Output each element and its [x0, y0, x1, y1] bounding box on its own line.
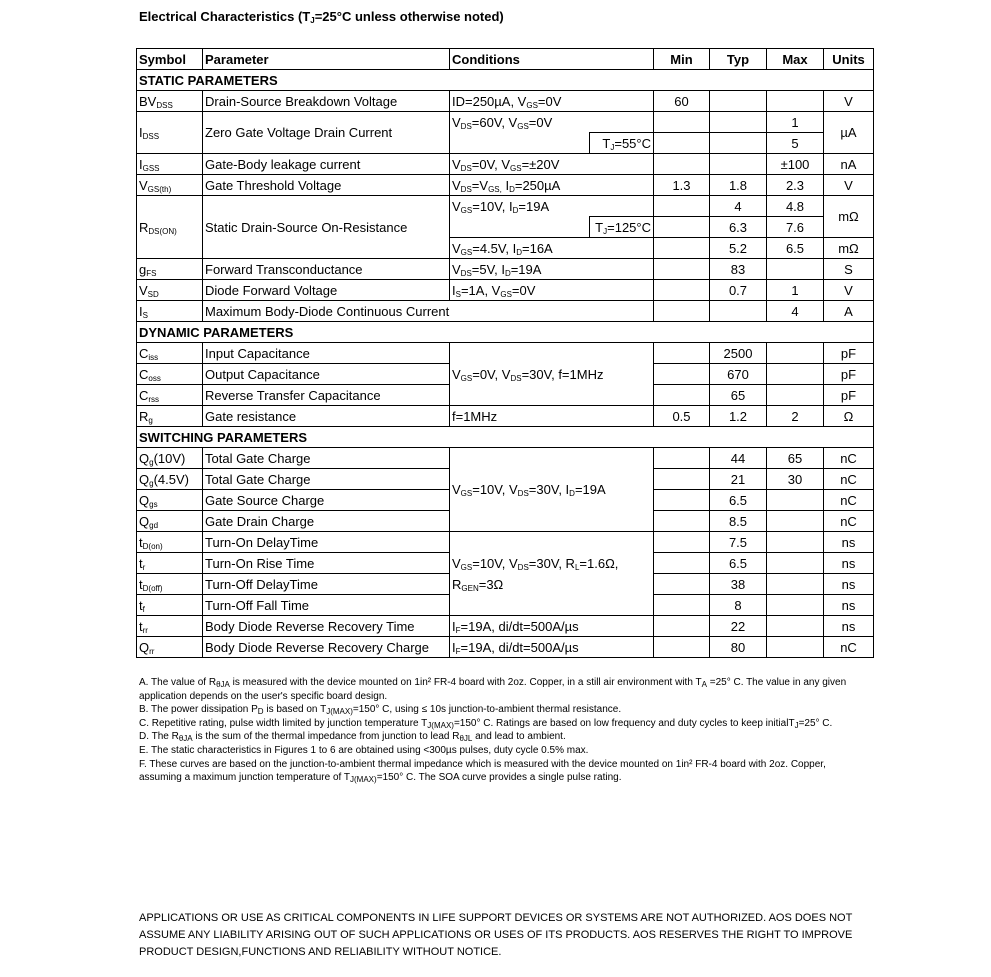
units-cell: nC	[824, 511, 874, 532]
max-cell: 4.8	[767, 196, 824, 217]
table-row	[137, 112, 874, 133]
units-cell: pF	[824, 343, 874, 364]
symbol-cell: $R_g$	[137, 406, 203, 427]
table-row	[137, 532, 874, 553]
typ-cell: 65	[710, 385, 767, 406]
parameter-cell: Drain-Source Breakdown Voltage	[203, 91, 450, 112]
min-cell	[654, 133, 710, 154]
symbol-cell: $t_r$	[137, 553, 203, 574]
tj-condition-cell: $T_J=55^\circ C$	[590, 133, 654, 154]
min-cell	[654, 385, 710, 406]
typ-cell: 80	[710, 637, 767, 658]
typ-cell: 8.5	[710, 511, 767, 532]
disclaimer	[139, 910, 879, 961]
note-f: F. These curves are based on the junction-to-ambient thermal impedance which is measured with the device mounted on 1in² FR-4 board with 2oz. Copper, assuming a maximum junction temperature of $T_{J(MAX)}=150^\circ$ C. The SOA curve provides a single pulse rating.	[139, 758, 826, 785]
max-cell	[767, 343, 824, 364]
table-row	[137, 196, 874, 217]
symbol-cell: $C_{oss}$	[137, 364, 203, 385]
symbol-cell: $BV_{DSS}$	[137, 91, 203, 112]
disclaimer-line: APPLICATIONS OR USE AS CRITICAL COMPONENTS IN LIFE SUPPORT DEVICES OR SYSTEMS ARE NOT AUTHORIZED. AOS DOES NOT	[139, 912, 853, 924]
typ-cell: 4	[710, 196, 767, 217]
max-cell	[767, 91, 824, 112]
typ-cell: 6.3	[710, 217, 767, 238]
header-typ: Typ	[710, 49, 767, 70]
table-row	[137, 448, 874, 469]
header-parameter: Parameter	[203, 49, 450, 70]
parameter-cell: Gate resistance	[203, 406, 450, 427]
typ-cell: 6.5	[710, 490, 767, 511]
typ-cell: 7.5	[710, 532, 767, 553]
header-min: Min	[654, 49, 710, 70]
symbol-cell: $t_{D(off)}$	[137, 574, 203, 595]
max-cell: 5	[767, 133, 824, 154]
table-row	[137, 280, 874, 301]
parameter-cell: Gate Source Charge	[203, 490, 450, 511]
table-row	[137, 637, 874, 658]
max-cell: 65	[767, 448, 824, 469]
units-cell: S	[824, 259, 874, 280]
typ-cell: 670	[710, 364, 767, 385]
parameter-cell: Input Capacitance	[203, 343, 450, 364]
symbol-cell: $t_{rr}$	[137, 616, 203, 637]
symbol-cell: $I_{GSS}$	[137, 154, 203, 175]
max-cell	[767, 574, 824, 595]
table-row	[137, 616, 874, 637]
symbol-cell: $I_{DSS}$	[137, 112, 203, 154]
parameter-cell: Forward Transconductance	[203, 259, 450, 280]
parameter-cell: Static Drain-Source On-Resistance	[203, 196, 450, 259]
symbol-cell: $Q_g(10V)$	[137, 448, 203, 469]
typ-cell	[710, 301, 767, 322]
max-cell	[767, 259, 824, 280]
min-cell	[654, 196, 710, 217]
note-b: B. The power dissipation $P_D$ is based on $T_{J(MAX)}=150^\circ$ C, using ≤ 10s junction-to-ambient thermal resistance.	[139, 704, 622, 717]
table-row	[137, 406, 874, 427]
max-cell: 7.6	[767, 217, 824, 238]
parameter-cell: Turn-On Rise Time	[203, 553, 450, 574]
max-cell: 1	[767, 112, 824, 133]
header-max: Max	[767, 49, 824, 70]
max-cell	[767, 532, 824, 553]
typ-cell: 1.8	[710, 175, 767, 196]
max-cell	[767, 616, 824, 637]
conditions-cell: $V_{GS}=10V$, $I_D=19A$	[450, 196, 654, 217]
note-c: C. Repetitive rating, pulse width limited by junction temperature $T_{J(MAX)}=150^\circ$ C. Ratings are based on low frequency and duty cycles to keep initialT$_J$=25° C.	[139, 717, 833, 730]
parameter-cell: Gate Drain Charge	[203, 511, 450, 532]
symbol-cell: $R_{DS(ON)}$	[137, 196, 203, 259]
conditions-cell: $V_{DS}=5V$, $I_D=19A$	[450, 259, 654, 280]
parameter-cell: Gate-Body leakage current	[203, 154, 450, 175]
units-cell: V	[824, 175, 874, 196]
parameter-cell: Turn-Off DelayTime	[203, 574, 450, 595]
min-cell	[654, 616, 710, 637]
note-e: E. The static characteristics in Figures 1 to 6 are obtained using <300µs pulses, duty cycle 0.5% max.	[139, 744, 589, 756]
typ-cell: 2500	[710, 343, 767, 364]
min-cell: 60	[654, 91, 710, 112]
min-cell	[654, 280, 710, 301]
max-cell: 30	[767, 469, 824, 490]
min-cell	[654, 301, 710, 322]
tj-condition-cell: $T_J=125^\circ C$	[590, 217, 654, 238]
min-cell	[654, 364, 710, 385]
max-cell: 1	[767, 280, 824, 301]
conditions-cell: $V_{GS}=10V$, $V_{DS}=30V$, $I_D=19A$	[450, 448, 654, 532]
typ-cell	[710, 91, 767, 112]
min-cell	[654, 112, 710, 133]
units-cell: ns	[824, 574, 874, 595]
header-row	[137, 49, 874, 70]
units-cell: A	[824, 301, 874, 322]
parameter-cell: Maximum Body-Diode Continuous Current	[203, 301, 654, 322]
section-switching: SWITCHING PARAMETERS	[137, 427, 874, 448]
symbol-cell: $C_{iss}$	[137, 343, 203, 364]
header-units: Units	[824, 49, 874, 70]
conditions-cell: f=1MHz	[450, 406, 654, 427]
units-cell: pF	[824, 364, 874, 385]
min-cell	[654, 574, 710, 595]
min-cell	[654, 553, 710, 574]
max-cell: 2	[767, 406, 824, 427]
parameter-cell: Zero Gate Voltage Drain Current	[203, 112, 450, 154]
symbol-cell: $V_{SD}$	[137, 280, 203, 301]
max-cell: ±100	[767, 154, 824, 175]
table-row	[137, 154, 874, 175]
typ-cell: 6.5	[710, 553, 767, 574]
table-row	[137, 301, 874, 322]
min-cell	[654, 511, 710, 532]
symbol-cell: $t_{D(on)}$	[137, 532, 203, 553]
parameter-cell: Body Diode Reverse Recovery Charge	[203, 637, 450, 658]
max-cell: 4	[767, 301, 824, 322]
units-cell: ns	[824, 553, 874, 574]
min-cell	[654, 595, 710, 616]
parameter-cell: Turn-Off Fall Time	[203, 595, 450, 616]
units-cell: ns	[824, 616, 874, 637]
typ-cell: 44	[710, 448, 767, 469]
typ-cell: 5.2	[710, 238, 767, 259]
max-cell	[767, 595, 824, 616]
units-cell: nC	[824, 448, 874, 469]
min-cell	[654, 238, 710, 259]
min-cell	[654, 448, 710, 469]
typ-cell: 38	[710, 574, 767, 595]
typ-cell	[710, 154, 767, 175]
parameter-cell: Total Gate Charge	[203, 448, 450, 469]
typ-cell: 83	[710, 259, 767, 280]
min-cell	[654, 154, 710, 175]
symbol-cell: $t_f$	[137, 595, 203, 616]
note-d: D. The $R_{\theta JA}$ is the sum of the thermal impedance from junction to lead $R_{\theta JL}$ and lead to ambient.	[139, 731, 566, 744]
symbol-cell: $Q_{rr}$	[137, 637, 203, 658]
table-row	[137, 175, 874, 196]
note-a: A. The value of $R_{\theta JA}$ is measured with the device mounted on 1in² FR-4 board with 2oz. Copper, in a still air environment with $T_A =25^\circ$ C. The value in any given application depends on the user's specific board design.	[139, 677, 847, 702]
typ-cell: 22	[710, 616, 767, 637]
max-cell: 6.5	[767, 238, 824, 259]
symbol-cell: $C_{rss}$	[137, 385, 203, 406]
max-cell: 2.3	[767, 175, 824, 196]
parameter-cell: Body Diode Reverse Recovery Time	[203, 616, 450, 637]
min-cell	[654, 217, 710, 238]
section-dynamic: DYNAMIC PARAMETERS	[137, 322, 874, 343]
electrical-characteristics-table	[136, 48, 874, 658]
typ-cell: 21	[710, 469, 767, 490]
conditions-cell: $V_{DS}=0V$, $V_{GS}=\pm 20V$	[450, 154, 654, 175]
conditions-cell: $V_{GS}=10V$, $V_{DS}=30V$, $R_L=1.6\Omega$, $R_{GEN}=3\Omega$	[450, 532, 654, 616]
units-cell: nC	[824, 637, 874, 658]
conditions-cell: $I_S=1A$, $V_{GS}=0V$	[450, 280, 654, 301]
units-cell: pF	[824, 385, 874, 406]
units-cell: nC	[824, 490, 874, 511]
units-cell: mΩ	[824, 238, 874, 259]
parameter-cell: Turn-On DelayTime	[203, 532, 450, 553]
symbol-cell: $g_{FS}$	[137, 259, 203, 280]
typ-cell	[710, 133, 767, 154]
units-cell: ns	[824, 532, 874, 553]
table-row	[137, 91, 874, 112]
page-title: Electrical Characteristics ($T_J=25^\circ C$ unless otherwise noted)	[139, 9, 504, 25]
typ-cell: 1.2	[710, 406, 767, 427]
min-cell	[654, 343, 710, 364]
symbol-cell: $Q_{gs}$	[137, 490, 203, 511]
conditions-cell: $V_{GS}=0V$, $V_{DS}=30V$, f=1MHz	[450, 343, 654, 406]
table-row	[137, 259, 874, 280]
typ-cell: 0.7	[710, 280, 767, 301]
units-cell: Ω	[824, 406, 874, 427]
min-cell	[654, 469, 710, 490]
max-cell	[767, 490, 824, 511]
max-cell	[767, 364, 824, 385]
units-cell: ns	[824, 595, 874, 616]
footnotes	[139, 676, 859, 785]
header-conditions: Conditions	[450, 49, 654, 70]
parameter-cell: Reverse Transfer Capacitance	[203, 385, 450, 406]
disclaimer-line: ASSUME ANY LIABILITY ARISING OUT OF SUCH APPLICATIONS OR USES OF ITS PRODUCTS. AOS RESERVES THE RIGHT TO IMPROVE	[139, 929, 853, 941]
max-cell	[767, 511, 824, 532]
symbol-cell: $Q_g(4.5V)$	[137, 469, 203, 490]
parameter-cell: Diode Forward Voltage	[203, 280, 450, 301]
header-symbol: Symbol	[137, 49, 203, 70]
min-cell	[654, 490, 710, 511]
max-cell	[767, 553, 824, 574]
disclaimer-line: PRODUCT DESIGN,FUNCTIONS AND RELIABILITY WITHOUT NOTICE.	[139, 946, 502, 958]
max-cell	[767, 385, 824, 406]
conditions-cell: $I_F=19A$, di/dt=500A/µs	[450, 616, 654, 637]
conditions-cell: $V_{GS}=4.5V$, $I_D=16A$	[450, 238, 654, 259]
parameter-cell: Output Capacitance	[203, 364, 450, 385]
min-cell: 1.3	[654, 175, 710, 196]
units-cell: V	[824, 280, 874, 301]
min-cell	[654, 637, 710, 658]
parameter-cell: Gate Threshold Voltage	[203, 175, 450, 196]
symbol-cell: $Q_{gd}$	[137, 511, 203, 532]
conditions-cell: $V_{DS}=V_{GS,}$ $I_D=250\mu A$	[450, 175, 654, 196]
units-cell: nA	[824, 154, 874, 175]
max-cell	[767, 637, 824, 658]
units-cell: V	[824, 91, 874, 112]
min-cell	[654, 259, 710, 280]
min-cell: 0.5	[654, 406, 710, 427]
symbol-cell: $V_{GS(th)}$	[137, 175, 203, 196]
parameter-cell: Total Gate Charge	[203, 469, 450, 490]
section-static: STATIC PARAMETERS	[137, 70, 874, 91]
conditions-cell: $V_{DS}=60V$, $V_{GS}=0V$	[450, 112, 654, 133]
typ-cell	[710, 112, 767, 133]
conditions-cell: ID=250µA, $V_{GS}=0V$	[450, 91, 654, 112]
units-cell: nC	[824, 469, 874, 490]
table-row	[137, 343, 874, 364]
units-cell: µA	[824, 112, 874, 154]
min-cell	[654, 532, 710, 553]
conditions-cell: $I_F=19A$, di/dt=500A/µs	[450, 637, 654, 658]
typ-cell: 8	[710, 595, 767, 616]
units-cell: mΩ	[824, 196, 874, 238]
symbol-cell: $I_S$	[137, 301, 203, 322]
